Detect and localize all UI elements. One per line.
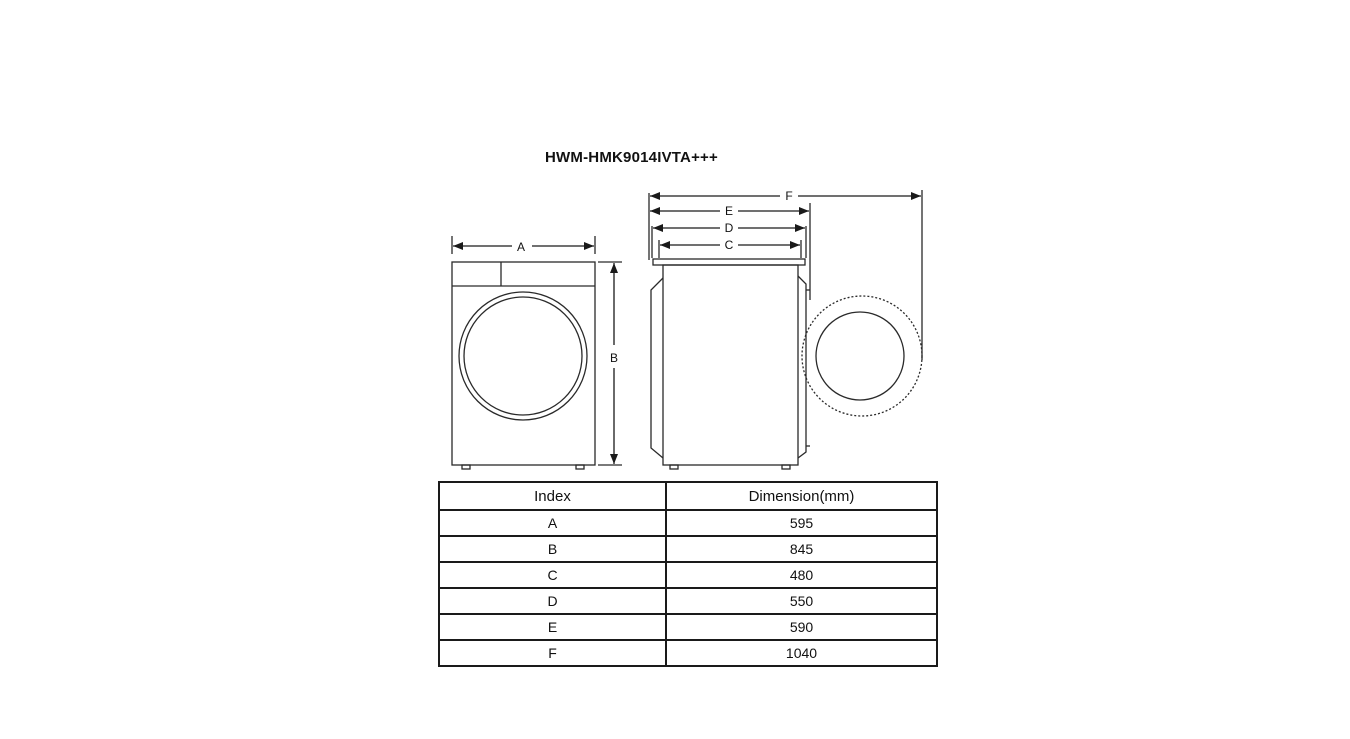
front-view [452, 236, 622, 469]
row-index: B [439, 536, 666, 562]
side-view [649, 190, 922, 469]
row-index: D [439, 588, 666, 614]
header-index: Index [439, 482, 666, 510]
row-value: 595 [666, 510, 937, 536]
header-dimension: Dimension(mm) [666, 482, 937, 510]
label-c: C [724, 238, 734, 252]
label-d: D [724, 221, 734, 235]
table-row [439, 536, 937, 562]
label-f: F [785, 189, 793, 203]
row-index: C [439, 562, 666, 588]
row-index: E [439, 614, 666, 640]
front-door-outer [459, 292, 587, 420]
table-row [439, 510, 937, 536]
row-value: 480 [666, 562, 937, 588]
row-value: 550 [666, 588, 937, 614]
label-b: B [609, 351, 619, 365]
row-index: F [439, 640, 666, 666]
table-row [439, 562, 937, 588]
side-body [663, 265, 798, 465]
row-index: A [439, 510, 666, 536]
row-value: 1040 [666, 640, 937, 666]
row-value: 590 [666, 614, 937, 640]
model-title: HWM-HMK9014IVTA+++ [545, 149, 718, 166]
table-row [439, 640, 937, 666]
label-e: E [724, 204, 734, 218]
front-door-inner [464, 297, 582, 415]
side-top [653, 259, 805, 265]
dimension-table [438, 481, 938, 667]
open-door-glass [816, 312, 904, 400]
table-row [439, 588, 937, 614]
table-row [439, 614, 937, 640]
table-header-row [439, 482, 937, 510]
label-a: A [516, 240, 526, 254]
row-value: 845 [666, 536, 937, 562]
